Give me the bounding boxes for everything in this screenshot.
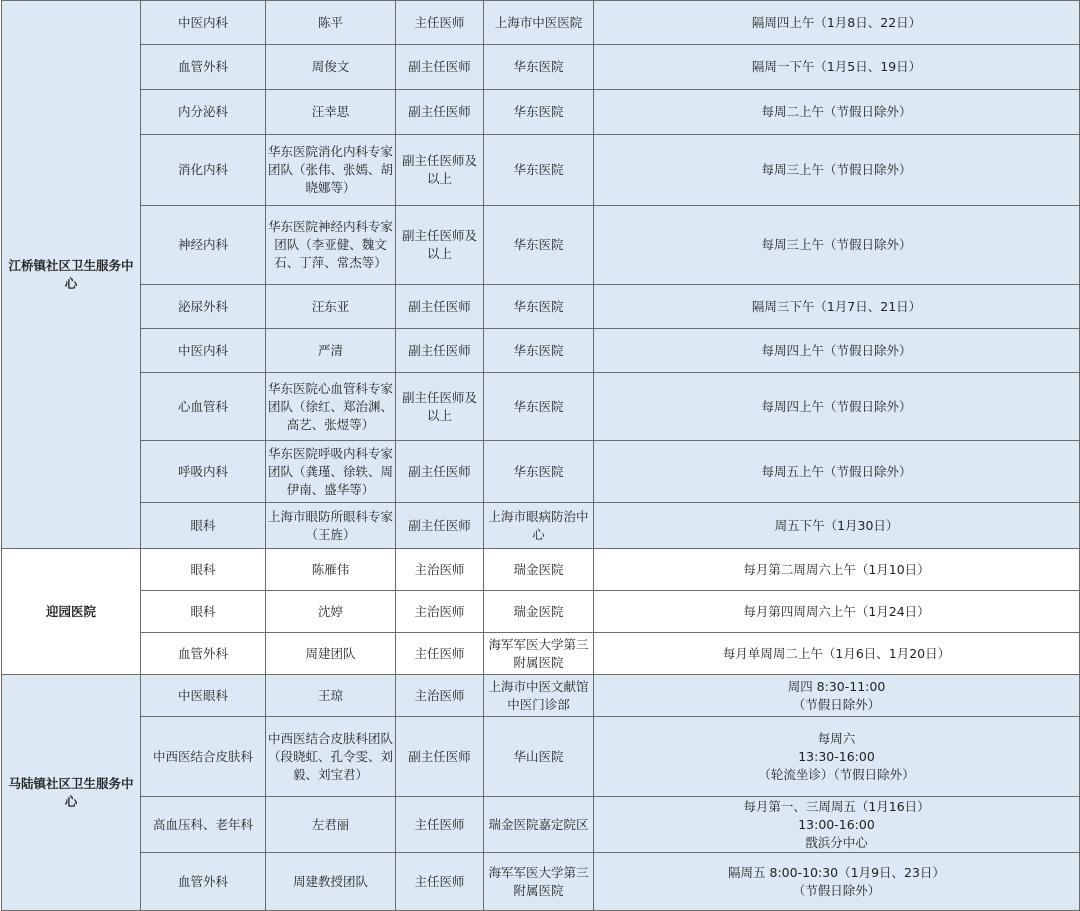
doctor-cell: 王琼 — [266, 675, 396, 717]
schedule-time-line: 每周四上午（节假日除外） — [761, 342, 912, 358]
schedule-time-line: 每周六 — [817, 730, 856, 746]
schedule-time-cell — [594, 717, 1080, 797]
schedule-time-cell — [594, 591, 1080, 633]
department-cell: 眼科 — [141, 549, 266, 591]
department-cell: 心血管科 — [141, 373, 266, 441]
schedule-time-line: 每周五上午（节假日除外） — [761, 463, 912, 479]
doctor-cell: 陈雁伟 — [266, 549, 396, 591]
department-cell: 呼吸内科 — [141, 441, 266, 503]
table-row — [2, 717, 1080, 797]
title-cell: 主任医师 — [396, 853, 484, 911]
clinic-schedule-table — [1, 0, 1080, 911]
schedule-time-line: 隔周五 8:00-10:30（1月9日、23日） — [728, 864, 945, 880]
schedule-time-line: 每周三上午（节假日除外） — [761, 237, 912, 252]
institution-cell: 迎园医院 — [2, 549, 141, 675]
title-cell: 副主任医师 — [396, 503, 484, 549]
department-cell: 中西医结合皮肤科 — [141, 717, 266, 797]
table-row — [2, 1, 1080, 45]
schedule-time-line: 隔周四上午（1月8日、22日） — [751, 14, 922, 30]
table-row — [2, 135, 1080, 206]
schedule-time-cell — [594, 329, 1080, 373]
schedule-time-cell — [594, 45, 1080, 90]
doctor-cell: 华东医院心血管科专家团队（徐红、郑治渊、高艺、张煜等） — [266, 373, 396, 441]
schedule-time-line: 每月单周周二上午（1月6日、1月20日） — [722, 645, 951, 661]
schedule-time-cell — [594, 549, 1080, 591]
title-cell: 副主任医师及以上 — [396, 373, 484, 441]
hospital-cell: 华东医院 — [484, 329, 594, 373]
title-cell: 副主任医师 — [396, 45, 484, 90]
doctor-cell: 陈平 — [266, 1, 396, 45]
doctor-cell: 汪东亚 — [266, 285, 396, 329]
department-cell: 血管外科 — [141, 45, 266, 90]
schedule-time-cell — [594, 853, 1080, 911]
table-row — [2, 329, 1080, 373]
schedule-time-line: 每月第二周周六上午（1月10日） — [743, 561, 930, 577]
schedule-time-line: 每月第四周周六上午（1月24日） — [743, 603, 930, 619]
schedule-time-line: 13:30-16:00 — [798, 748, 875, 764]
hospital-cell: 瑞金医院嘉定院区 — [484, 797, 594, 853]
institution-cell: 马陆镇社区卫生服务中心 — [2, 675, 141, 911]
doctor-cell: 华东医院消化内科专家团队（张伟、张嫣、胡晓娜等） — [266, 135, 396, 206]
hospital-cell: 海军军医大学第三附属医院 — [484, 853, 594, 911]
title-cell: 副主任医师 — [396, 329, 484, 373]
hospital-cell: 海军军医大学第三附属医院 — [484, 633, 594, 675]
hospital-cell: 上海市眼病防治中心 — [484, 503, 594, 549]
department-cell: 高血压科、老年科 — [141, 797, 266, 853]
table-row — [2, 503, 1080, 549]
doctor-cell: 沈婷 — [266, 591, 396, 633]
doctor-cell: 左君丽 — [266, 797, 396, 853]
schedule-time-cell — [594, 206, 1080, 285]
hospital-cell: 华东医院 — [484, 206, 594, 285]
doctor-cell: 严清 — [266, 329, 396, 373]
doctor-cell: 华东医院神经内科专家团队（李亚健、魏文石、丁萍、常杰等） — [266, 206, 396, 285]
department-cell: 眼科 — [141, 591, 266, 633]
hospital-cell: 瑞金医院 — [484, 549, 594, 591]
schedule-time-line: 隔周三下午（1月7日、21日） — [751, 298, 922, 314]
table-row — [2, 591, 1080, 633]
department-cell: 中医内科 — [141, 1, 266, 45]
schedule-time-line: 周五下午（1月30日） — [774, 517, 899, 533]
hospital-cell: 华东医院 — [484, 441, 594, 503]
schedule-time-line: （节假日除外） — [792, 696, 881, 712]
doctor-cell: 周建教授团队 — [266, 853, 396, 911]
schedule-time-line: （轮流坐诊）（节假日除外） — [758, 766, 915, 782]
department-cell: 中医内科 — [141, 329, 266, 373]
department-cell: 血管外科 — [141, 853, 266, 911]
hospital-cell: 上海市中医文献馆中医门诊部 — [484, 675, 594, 717]
table-row — [2, 441, 1080, 503]
title-cell: 主任医师 — [396, 1, 484, 45]
department-cell: 眼科 — [141, 503, 266, 549]
doctor-cell: 中西医结合皮肤科团队（段晓虹、孔令雯、刘毅、刘宝君） — [266, 717, 396, 797]
doctor-cell: 周建团队 — [266, 633, 396, 675]
hospital-cell: 华东医院 — [484, 285, 594, 329]
table-row — [2, 45, 1080, 90]
schedule-time-line: 隔周一下午（1月5日、19日） — [751, 59, 922, 74]
title-cell: 副主任医师 — [396, 717, 484, 797]
department-cell: 血管外科 — [141, 633, 266, 675]
table-row — [2, 797, 1080, 853]
institution-cell: 江桥镇社区卫生服务中心 — [2, 1, 141, 549]
schedule-time-cell — [594, 441, 1080, 503]
schedule-time-cell — [594, 675, 1080, 717]
hospital-cell: 华东医院 — [484, 90, 594, 135]
department-cell: 消化内科 — [141, 135, 266, 206]
schedule-time-cell — [594, 633, 1080, 675]
title-cell: 副主任医师及以上 — [396, 135, 484, 206]
table-row — [2, 206, 1080, 285]
department-cell: 泌尿外科 — [141, 285, 266, 329]
schedule-time-cell — [594, 285, 1080, 329]
doctor-cell: 华东医院呼吸内科专家团队（龚瑾、徐轶、周伊南、盛华等） — [266, 441, 396, 503]
schedule-time-cell — [594, 135, 1080, 206]
hospital-cell: 上海市中医医院 — [484, 1, 594, 45]
title-cell: 主任医师 — [396, 797, 484, 853]
title-cell: 主治医师 — [396, 675, 484, 717]
title-cell: 主任医师 — [396, 633, 484, 675]
title-cell: 主治医师 — [396, 549, 484, 591]
schedule-time-cell — [594, 90, 1080, 135]
table-row — [2, 633, 1080, 675]
table-row — [2, 853, 1080, 911]
schedule-time-line: 每周二上午（节假日除外） — [761, 104, 912, 119]
department-cell: 内分泌科 — [141, 90, 266, 135]
table-row — [2, 373, 1080, 441]
schedule-time-cell — [594, 1, 1080, 45]
doctor-cell: 周俊文 — [266, 45, 396, 90]
table-row — [2, 90, 1080, 135]
schedule-time-line: 每周三上午（节假日除外） — [761, 162, 912, 177]
title-cell: 副主任医师 — [396, 90, 484, 135]
table-row — [2, 675, 1080, 717]
doctor-cell: 上海市眼防所眼科专家（王旌） — [266, 503, 396, 549]
title-cell: 副主任医师 — [396, 441, 484, 503]
doctor-cell: 汪幸思 — [266, 90, 396, 135]
schedule-time-cell — [594, 373, 1080, 441]
department-cell: 神经内科 — [141, 206, 266, 285]
schedule-time-line: 戬浜分中心 — [805, 834, 868, 850]
table-row — [2, 549, 1080, 591]
department-cell: 中医眼科 — [141, 675, 266, 717]
hospital-cell: 华山医院 — [484, 717, 594, 797]
hospital-cell: 华东医院 — [484, 373, 594, 441]
title-cell: 副主任医师及以上 — [396, 206, 484, 285]
schedule-time-cell — [594, 503, 1080, 549]
hospital-cell: 华东医院 — [484, 135, 594, 206]
hospital-cell: 瑞金医院 — [484, 591, 594, 633]
title-cell: 副主任医师 — [396, 285, 484, 329]
schedule-time-cell — [594, 797, 1080, 853]
schedule-time-line: （节假日除外） — [792, 882, 881, 898]
schedule-time-line: 每周四上午（节假日除外） — [761, 398, 912, 414]
hospital-cell: 华东医院 — [484, 45, 594, 90]
table-row — [2, 285, 1080, 329]
schedule-time-line: 周四 8:30-11:00 — [787, 678, 886, 694]
schedule-time-line: 每月第一、三周周五（1月16日） — [743, 798, 930, 814]
schedule-time-line: 13:00-16:00 — [798, 816, 875, 832]
title-cell: 主治医师 — [396, 591, 484, 633]
